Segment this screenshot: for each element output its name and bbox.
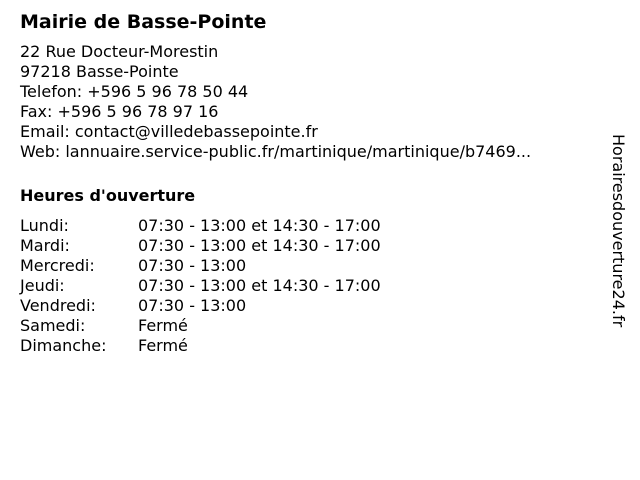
- phone-number: Telefon: +596 5 96 78 50 44: [20, 82, 249, 101]
- day-label: Mardi:: [20, 236, 70, 255]
- hours-table: [20, 216, 600, 356]
- email-link[interactable]: contact@villedebassepointe.fr: [74, 122, 318, 141]
- page-title: Mairie de Basse-Pointe: [20, 11, 267, 33]
- web-line: [20, 142, 600, 162]
- email-label: Email:: [20, 122, 75, 141]
- time-value: 07:30 - 13:00: [138, 296, 247, 315]
- web-link[interactable]: lannuaire.service-public.fr/martinique/martinique/b7469...: [65, 142, 532, 161]
- time-value: 07:30 - 13:00: [138, 256, 247, 275]
- time-value: Fermé: [138, 316, 188, 335]
- hours-row-monday: [20, 216, 600, 236]
- day-label: Mercredi:: [20, 256, 95, 275]
- hours-row-saturday: [20, 316, 600, 336]
- day-label: Lundi:: [20, 216, 69, 235]
- address-block: [20, 42, 600, 162]
- day-label: Jeudi:: [20, 276, 65, 295]
- city-postal: 97218 Basse-Pointe: [20, 62, 179, 81]
- site-watermark: Horairesdouverture24.fr: [609, 134, 628, 328]
- time-value: Fermé: [138, 336, 188, 355]
- fax-number: Fax: +596 5 96 78 97 16: [20, 102, 219, 121]
- hours-heading: Heures d'ouverture: [20, 186, 196, 205]
- street-address: 22 Rue Docteur-Morestin: [20, 42, 219, 61]
- hours-row-wednesday: [20, 256, 600, 276]
- hours-row-friday: [20, 296, 600, 316]
- hours-row-sunday: [20, 336, 600, 356]
- day-label: Vendredi:: [20, 296, 96, 315]
- day-label: Dimanche:: [20, 336, 107, 355]
- time-value: 07:30 - 13:00 et 14:30 - 17:00: [138, 236, 381, 255]
- hours-row-thursday: [20, 276, 600, 296]
- web-label: Web:: [20, 142, 66, 161]
- hours-row-tuesday: [20, 236, 600, 256]
- business-card: [20, 9, 600, 356]
- email-line: [20, 122, 600, 142]
- time-value: 07:30 - 13:00 et 14:30 - 17:00: [138, 276, 381, 295]
- time-value: 07:30 - 13:00 et 14:30 - 17:00: [138, 216, 381, 235]
- day-label: Samedi:: [20, 316, 86, 335]
